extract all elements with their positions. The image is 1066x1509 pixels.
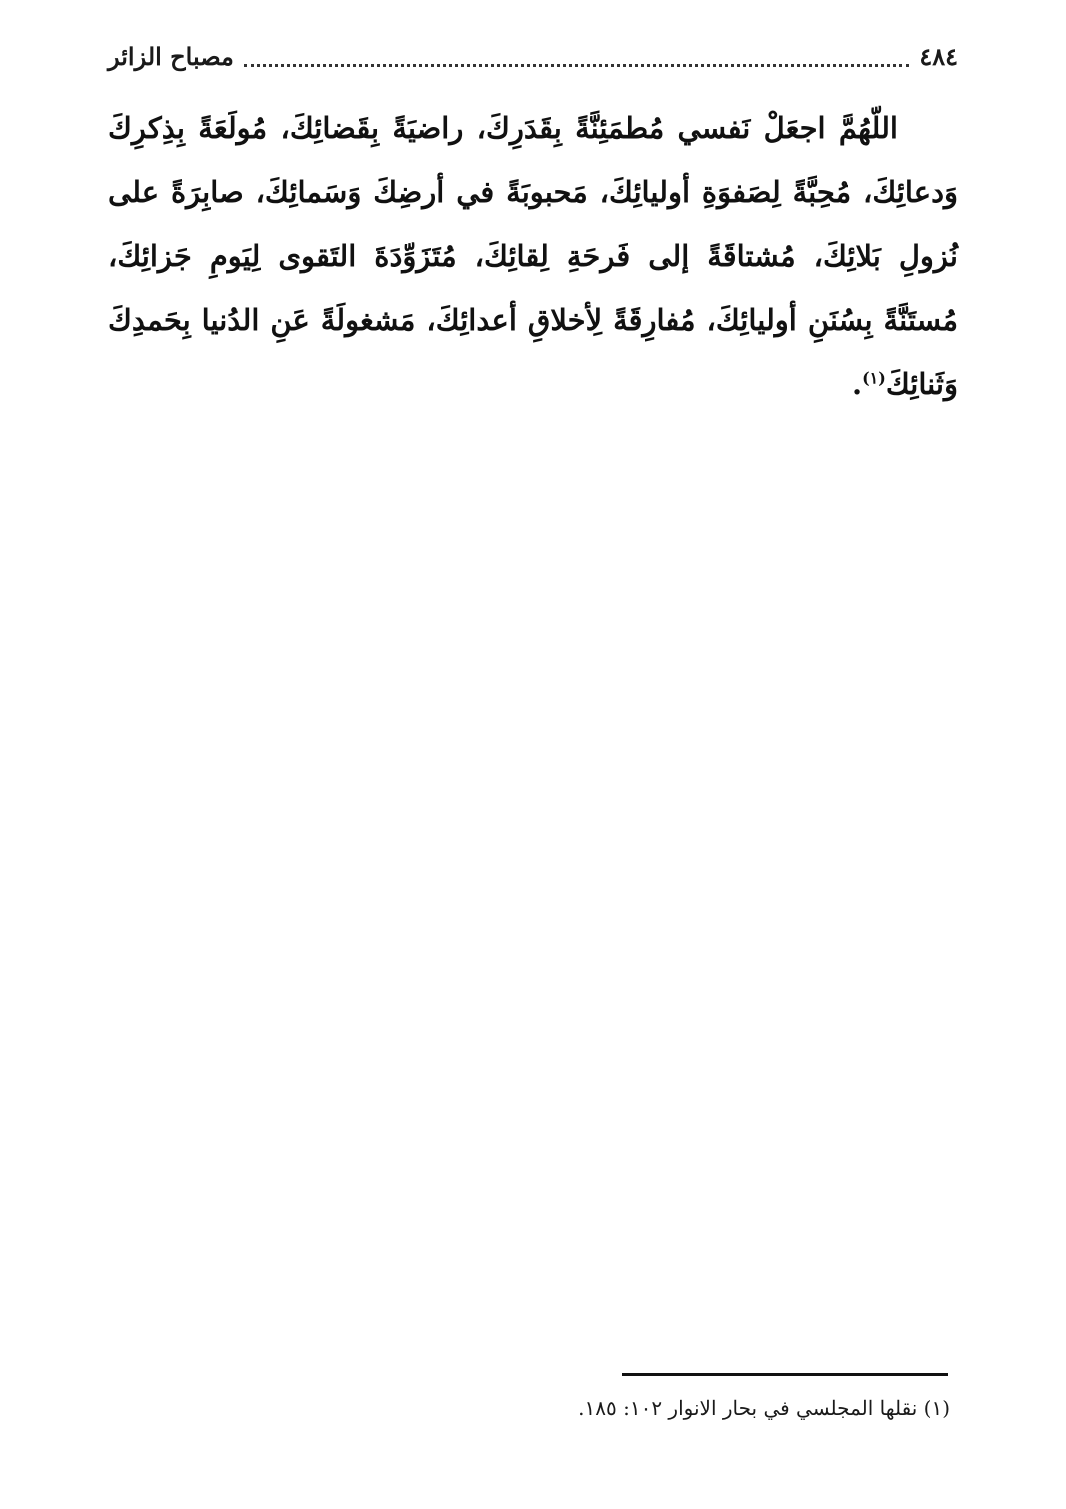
footnote-marker: (١)	[862, 368, 886, 388]
footnote: (١) نقلها المجلسي في بحار الانوار ١٠٢: ١٨٥.	[578, 1396, 950, 1420]
book-title: مصباح الزائر	[108, 41, 234, 71]
footnote-separator	[622, 1373, 948, 1376]
end-punctuation: .	[851, 367, 863, 401]
dotted-leader	[244, 58, 909, 67]
prayer-paragraph	[108, 96, 958, 416]
running-header	[108, 36, 958, 76]
prayer-text: اللّهُمَّ اجعَلْ نَفسي مُطمَئِنَّةً بِقَدَرِكَ، راضيَةً بِقَضائِكَ، مُولَعَةً بِذِكرِكَ وَدعائِكَ، مُحِبَّةً لِصَفوَةِ أوليائِكَ، مَحبوبَةً في أرضِكَ وَسَمائِكَ، صابِرَةً على نُزولِ بَلائِكَ، مُشتاقَةً إلى فَرحَةِ لِقائِكَ، مُتَزَوِّدَةَ التَقوى لِيَومِ جَزائِكَ، مُستَنَّةً بِسُنَنِ أوليائِكَ، مُفارِقَةً لِأخلاقِ أعدائِكَ، مَشغولَةً عَنِ الدُنيا بِحَمدِكَ وَثَنائِكَ	[108, 111, 958, 401]
page-number: ٤٨٤	[919, 41, 958, 71]
